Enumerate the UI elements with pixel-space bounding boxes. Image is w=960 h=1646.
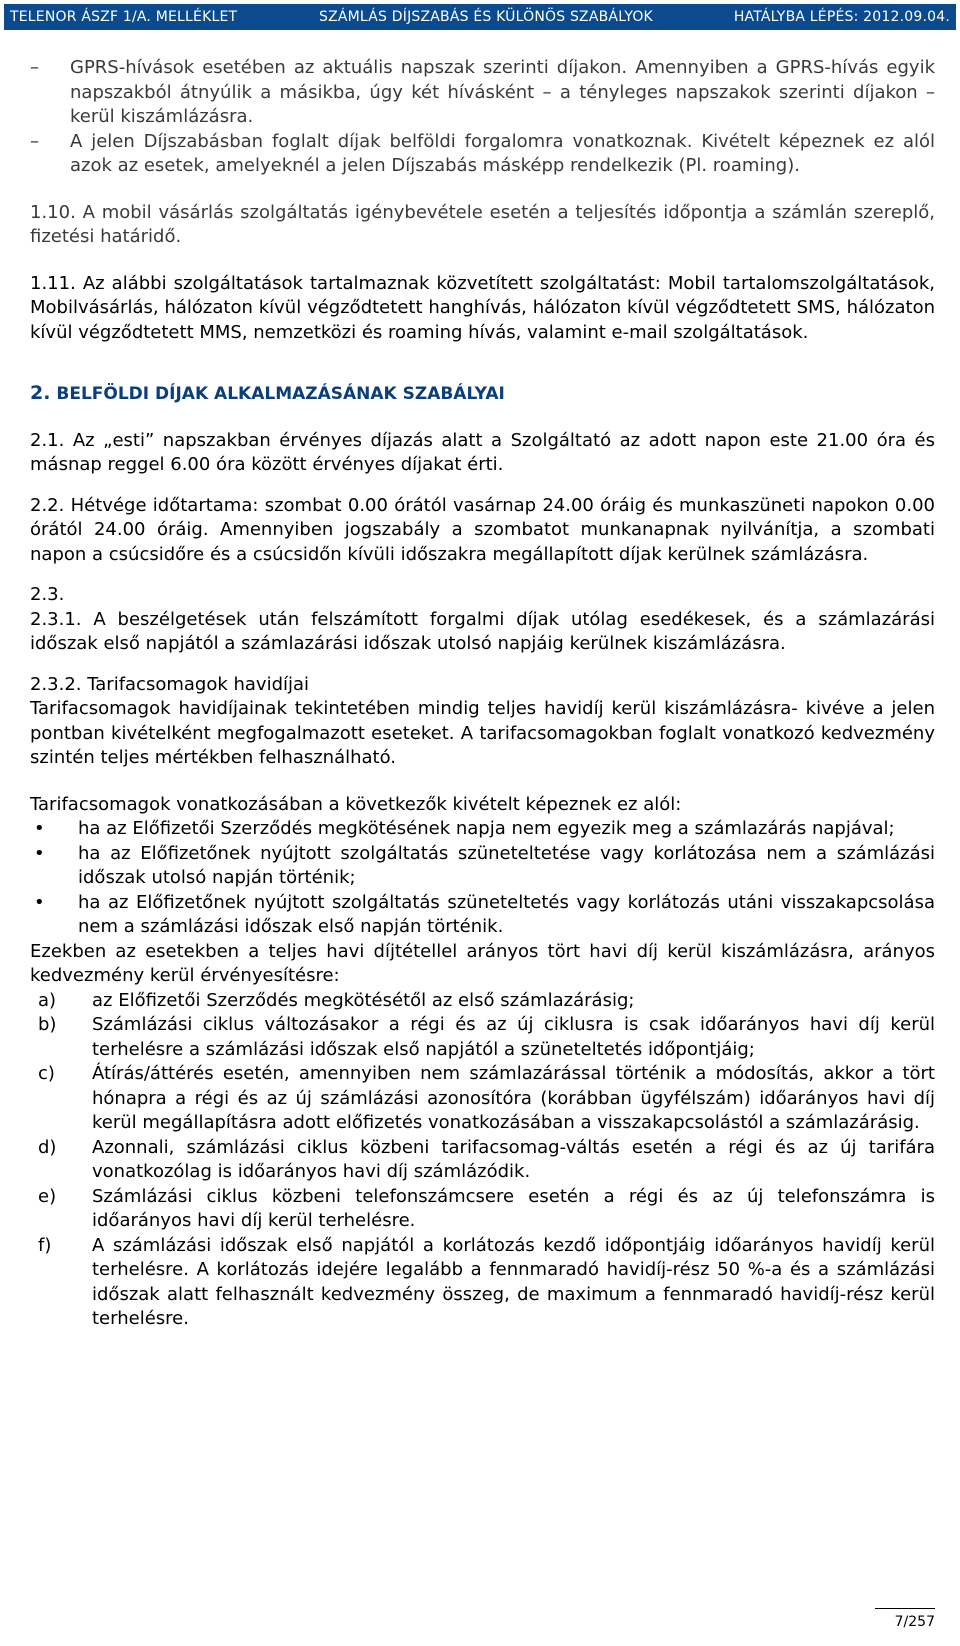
header-right-text: HATÁLYBA LÉPÉS: 2012.09.04. [733,9,950,25]
paragraph-1-11: 1.11. Az alábbi szolgáltatások tartalmaznak közvetített szolgáltatást: Mobil tartalomszolgáltatások, Mobilvásárlás, hálózaton kívül végződtetett hanghívás, hálózaton kívül végződtetett SMS, hálózaton kívül végződtetett MMS, nemzetközi és roaming hívás, valamint e-mail szolgáltatások. [30,272,935,343]
dash-item [30,56,935,130]
list-item [30,891,935,940]
bullet-marker: • [34,818,45,839]
item-letter: e) [38,1185,57,1207]
dash-marker: – [30,57,39,78]
item-text: az Előfizetői Szerződés megkötésétől az első számlazárásig; [92,989,635,1011]
paragraph-2-1: 2.1. Az „esti” napszakban érvényes díjazás alatt a Szolgáltató az adott napon este 21.00 óra és másnap reggel 6.00 óra között érvényes díjakat érti. [30,429,935,475]
document-header [4,4,956,30]
dash-item [30,130,935,179]
list-item-text: ha az Előfizetőnek nyújtott szolgáltatás szüneteltetése vagy korlátozása nem a számlázási időszak utolsó napján történik; [78,842,935,888]
item-text: Számlázási ciklus közbeni telefonszámcsere esetén a régi és az új telefonszámra is időarányos havi díj kerül terhelésre. [92,1185,935,1231]
document-body [30,56,935,1332]
exceptions-intro: Tarifacsomagok vonatkozásában a következők kivételt képeznek ez alól: [30,793,682,815]
item-letter: c) [38,1063,55,1084]
item-letter: d) [38,1136,57,1158]
page-number: 7/257 [894,1614,935,1630]
footer-divider [875,1608,935,1609]
lettered-item [30,1234,935,1332]
dash-item-text: GPRS-hívások esetében az aktuális napszak szerinti díjakon. Amennyiben a GPRS-hívás egyik napszakból átnyúlik a másikba, úgy két hívásként – a tényleges napszakok szerinti díjakon – kerül kiszámlázásra. [70,57,935,127]
lettered-item [30,989,935,1014]
paragraph-2-3-2-title: 2.3.2. Tarifacsomagok havidíjai [30,673,310,695]
header-center-text: SZÁMLÁS DÍJSZABÁS ÉS KÜLÖNÖS SZABÁLYOK [319,9,653,25]
item-letter: f) [38,1234,52,1256]
lettered-item [30,1185,935,1234]
paragraph-1-10: 1.10. A mobil vásárlás szolgáltatás igénybevétele esetén a teljesítés időpontja a számlán szereplő, fizetési határidő. [30,201,935,247]
section-title: BELFÖLDI DÍJAK ALKALMAZÁSÁNAK SZABÁLYAI [56,384,505,404]
list-item-text: ha az Előfizetőnek nyújtott szolgáltatás szüneteltetés vagy korlátozás utáni visszakapcsolása nem a számlázási időszak első napján történik. [78,891,935,937]
section-number: 2. [30,382,51,404]
lettered-item [30,1062,935,1136]
list-item-text: ha az Előfizetői Szerződés megkötésének napja nem egyezik meg a számlazárás napjával; [78,818,895,839]
dash-marker: – [30,130,39,152]
paragraph-2-3-1: 2.3.1. A beszélgetések után felszámított forgalmi díjak utólag esedékesek, és a számlazárási időszak első napjától a számlazárási időszak utolsó napjáig kerülnek kiszámlázásra. [30,608,935,654]
header-left-text: TELENOR ÁSZF 1/A. MELLÉKLET [10,9,238,25]
paragraph-2-3-2-body: Tarifacsomagok havidíjainak tekintetében mindig teljes havidíj kerül kiszámlázásra- kivéve a jelen pontban kivételként megfogalmazott eseteket. A tarifacsomagokban foglalt vonatkozó kedvezmény szintén teljes mértékben felhasználható. [30,698,935,768]
item-letter: a) [38,989,57,1011]
item-text: Azonnali, számlázási ciklus közbeni tarifacsomag-váltás esetén a régi és az új tarifára vonatkozólag is időarányos havi díj számlázódik. [92,1136,935,1182]
paragraph-2-3: 2.3. [30,584,65,605]
section-heading [30,381,935,407]
lettered-item [30,1136,935,1185]
bullet-marker: • [34,891,45,913]
item-text: Átírás/áttérés esetén, amennyiben nem számlazárással történik a módosítás, akkor a tört hónapra a régi és az új számlázási azonosítóra (korábban ügyfélszám) időarányos havi díj kerül megállapításra adott előfizetés vonatkozásában a visszakapcsolástól a számlazárásig. [92,1063,935,1133]
lettered-item [30,1013,935,1062]
cases-intro: Ezekben az esetekben a teljes havi díjtétellel arányos tört havi díj kerül kiszámlázásra, arányos kedvezmény kerül érvényesítésre: [30,940,935,986]
list-item [30,842,935,891]
item-text: A számlázási időszak első napjától a korlátozás kezdő időpontjáig időarányos havidíj kerül terhelésre. A korlátozás idejére legalább a fennmaradó havidíj-rész 50 %-a és a számlázási időszak alatt felhasznált kedvezmény összeg, de maximum a fennmaradó havidíj-rész kerül terhelésre. [92,1234,935,1329]
bullet-marker: • [34,842,45,864]
item-text: Számlázási ciklus változásakor a régi és az új ciklusra is csak időarányos havi díj kerül terhelésre a számlázási időszak első napjától a szüneteltetés időpontjáig; [92,1014,935,1060]
item-letter: b) [38,1014,57,1035]
list-item [30,817,935,842]
paragraph-2-2: 2.2. Hétvége időtartama: szombat 0.00 órától vasárnap 24.00 óráig és munkaszüneti napokon 0.00 órától 24.00 óráig. Amennyiben jogszabály a szombatot munkanapnak nyilvánítja, a szombati napon a csúcsidőre és a csúcsidőn kívüli időszakra megállapított díjak kerülnek számlázásra. [30,494,935,565]
dash-item-text: A jelen Díjszabásban foglalt díjak belföldi forgalomra vonatkoznak. Kivételt képeznek ez alól azok az esetek, amelyeknél a jelen Díjszabás másképp rendelkezik (Pl. roaming). [70,130,935,176]
